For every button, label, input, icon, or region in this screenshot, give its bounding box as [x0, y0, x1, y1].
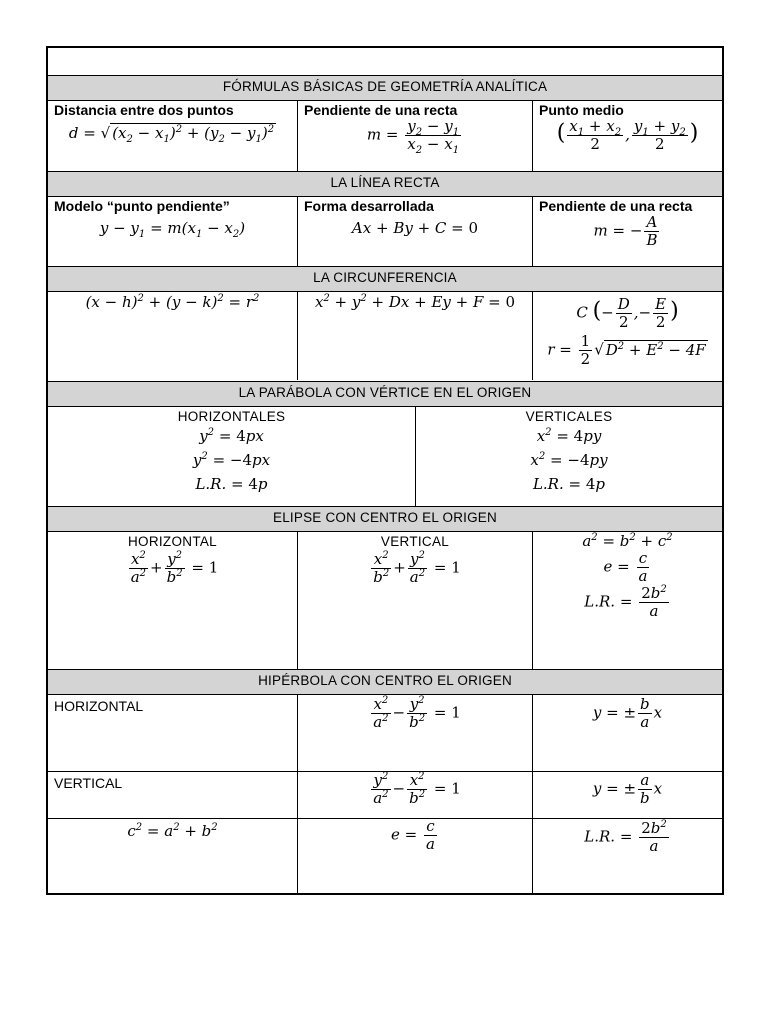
hyperbola-latus-rectum-cell — [533, 820, 722, 855]
hyperbola-eccentricity-cell — [298, 818, 532, 853]
formula-sheet — [46, 46, 724, 895]
hyperbola-vertical-label-cell — [48, 775, 297, 791]
hyperbola-horizontal-asymptote: y = ± $\frac{b}{a}$ x — [592, 695, 663, 731]
line-slope-label: Pendiente de una recta — [539, 198, 693, 214]
hyperbola-eccentricity-formula: e = $\frac{c}{a}$ — [391, 817, 435, 853]
hyperbola-latus-rectum-formula: L.R. = $\frac{2b^2}{a}$ — [584, 819, 667, 855]
general-form-formula: Ax + By + C = 0 — [351, 219, 479, 237]
hyperbola-horizontal-label: HORIZONTAL — [54, 698, 144, 714]
midpoint-label: Punto medio — [539, 102, 624, 118]
parabola-vertical-cell — [416, 409, 722, 496]
hyperbola-relation-cell — [48, 822, 297, 840]
slope-label: Pendiente de una recta — [304, 102, 458, 118]
hyperbola-horizontal-formula: $\frac{x^2}{a^2}$ − $\frac{y^2}{b^2}$ = 1 — [373, 695, 461, 731]
line-slope-cell — [533, 198, 722, 249]
ellipse-vertical-cell — [298, 534, 532, 586]
slope-cell — [298, 102, 532, 156]
hyperbola-vertical-asymptote-cell — [533, 772, 722, 807]
parabola-horizontal-formulas: $y^2 = 4px$ $y^2 = -4px$ L.R. = 4p — [192, 427, 271, 493]
slope-formula: m = $\frac{y_2 - y_1}{x_2 - x_1}$ — [366, 117, 460, 156]
ellipse-params-cell — [533, 532, 722, 620]
ellipse-latus-rectum-formula: L.R. = $\frac{2b^2}{a}$ — [584, 584, 667, 620]
parabola-horizontal-cell — [48, 409, 415, 496]
hyperbola-vertical-formula: $\frac{y^2}{a^2}$ − $\frac{x^2}{b^2}$ = 1 — [373, 771, 461, 807]
line-slope-formula: m = − $\frac{A}{B}$ — [593, 213, 658, 249]
ellipse-vertical-label: VERTICAL — [380, 534, 450, 549]
circle-center-formula: C (− $\frac{D}{2}$ ,− $\frac{E}{2}$ ) — [576, 295, 679, 331]
hyperbola-vertical-cell — [298, 772, 532, 807]
section-header-hyperbola: HIPÉRBOLA CON CENTRO EL ORIGEN — [48, 669, 722, 695]
point-slope-formula: $y - y_1 = m(x_1 - x_2)$ — [99, 219, 246, 240]
midpoint-cell — [533, 102, 722, 153]
hyperbola-vertical-asymptote: y = ± $\frac{a}{b}$ x — [592, 771, 663, 807]
circle-general-cell — [298, 293, 532, 311]
circle-general-formula: $x^2 + y^2 + Dx + Ey + F = 0$ — [314, 293, 516, 311]
point-slope-label: Modelo “punto pendiente” — [54, 198, 230, 214]
general-form-label: Forma desarrollada — [304, 198, 434, 214]
parabola-vertical-label: VERTICALES — [525, 409, 613, 424]
section-header-title: FÓRMULAS BÁSICAS DE GEOMETRÍA ANALÍTICA — [48, 75, 722, 101]
circle-center-radius-cell — [533, 296, 722, 368]
ellipse-horizontal-label: HORIZONTAL — [127, 534, 217, 549]
ellipse-eccentricity-formula: e = $\frac{c}{a}$ — [603, 549, 648, 585]
distance-label: Distancia entre dos puntos — [54, 102, 234, 118]
parabola-horizontal-label: HORIZONTALES — [177, 409, 286, 424]
point-slope-cell — [48, 198, 297, 240]
circle-standard-formula: $(x - h)^2 + (y - k)^2 = r^2$ — [85, 293, 260, 311]
hyperbola-horizontal-cell — [298, 696, 532, 731]
ellipse-horizontal-formula: $\frac{x^2}{a^2}$ + $\frac{y^2}{b^2}$ = 1 — [130, 550, 219, 586]
distance-cell — [48, 102, 297, 145]
section-header-ellipse: ELIPSE CON CENTRO EL ORIGEN — [48, 506, 722, 532]
hyperbola-relation-formula: $c^2 = a^2 + b^2$ — [127, 822, 218, 840]
ellipse-vertical-formula: $\frac{x^2}{b^2}$ + $\frac{y^2}{a^2}$ = 1 — [373, 550, 461, 586]
circle-standard-cell — [48, 293, 297, 311]
section-header-circle: LA CIRCUNFERENCIA — [48, 266, 722, 292]
ellipse-relation-formula: $a^2 = b^2 + c^2$ — [582, 532, 673, 550]
section-header-line: LA LÍNEA RECTA — [48, 171, 722, 197]
hyperbola-horizontal-asymptote-cell — [533, 696, 722, 731]
circle-radius-formula: r = $\frac{1}{2}$ √ $D^2 + E^2 - 4F$ — [547, 332, 706, 368]
section-header-parabola: LA PARÁBOLA CON VÉRTICE EN EL ORIGEN — [48, 381, 722, 407]
distance-formula: d = √ $(x_2 - x_1)^2 + (y_2 - y_1)^2$ — [68, 124, 275, 145]
hyperbola-vertical-label: VERTICAL — [54, 775, 123, 791]
midpoint-formula: ( $\frac{x_1 + x_2}{2}$ , $\frac{y_1 + y_2}{2}$ ) — [556, 117, 699, 153]
hyperbola-horizontal-label-cell — [48, 698, 297, 714]
general-form-cell — [298, 198, 532, 237]
parabola-vertical-formulas: $x^2 = 4py$ $x^2 = -4py$ L.R. = 4p — [530, 427, 608, 493]
ellipse-horizontal-cell — [48, 534, 297, 586]
